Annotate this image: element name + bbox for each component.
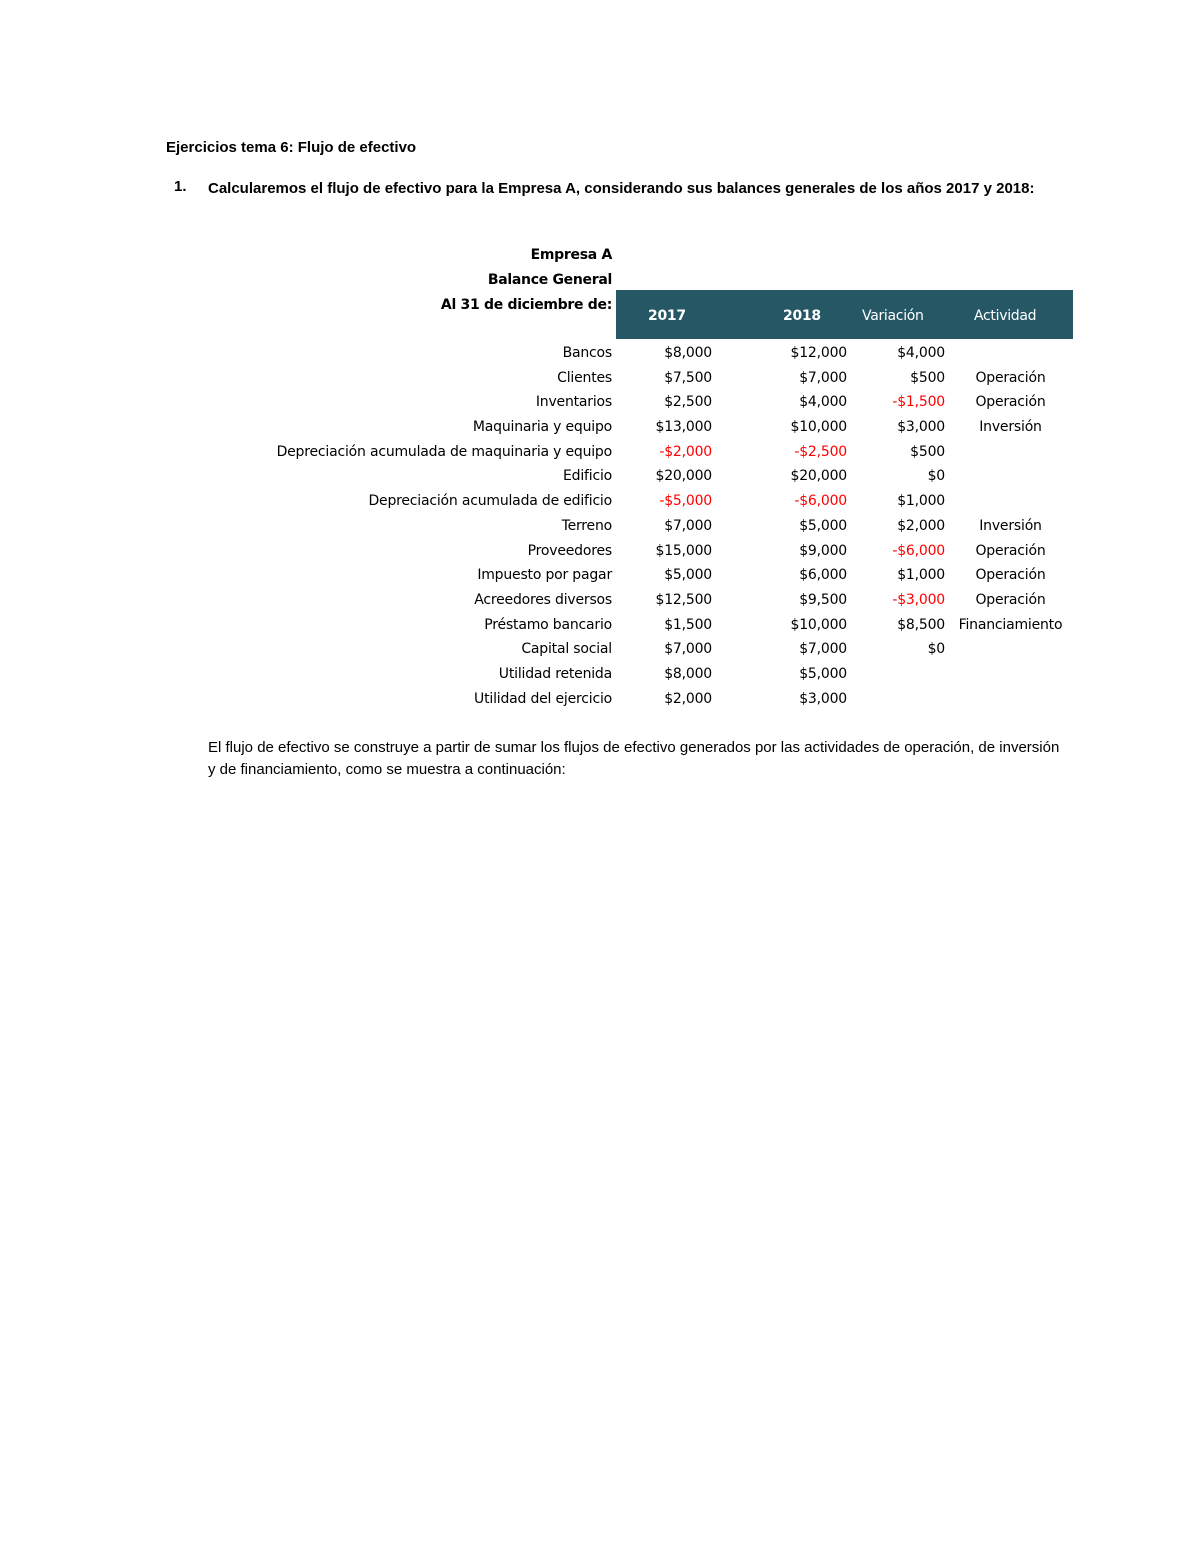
cell-2018: $9,500 bbox=[799, 591, 847, 608]
cell-variation: $1,000 bbox=[897, 567, 945, 584]
table-row bbox=[0, 563, 1200, 588]
cell-activity: Operación bbox=[975, 567, 1046, 584]
cell-2018: $20,000 bbox=[790, 468, 847, 485]
table-row bbox=[0, 637, 1200, 662]
table-row bbox=[0, 514, 1200, 539]
cell-2018: $4,000 bbox=[799, 394, 847, 411]
row-label: Impuesto por pagar bbox=[477, 567, 612, 584]
cell-2018: -$2,500 bbox=[794, 443, 847, 460]
explanation-paragraph: El flujo de efectivo se construye a partir de sumar los flujos de efectivo generados por las actividades de operación, de inversión y de financiamiento, como se muestra a continuación: bbox=[208, 739, 1060, 778]
cell-activity: Operación bbox=[975, 542, 1046, 559]
cell-variation: $0 bbox=[927, 468, 945, 485]
cell-variation: -$1,500 bbox=[892, 394, 945, 411]
table-row bbox=[0, 687, 1200, 712]
cell-2017: $1,500 bbox=[664, 616, 712, 633]
cell-variation: $8,500 bbox=[897, 616, 945, 633]
cell-activity: Operación bbox=[975, 369, 1046, 386]
cell-variation: $500 bbox=[910, 443, 945, 460]
row-label: Maquinaria y equipo bbox=[472, 419, 612, 436]
table-row bbox=[0, 440, 1200, 465]
column-header-2017: 2017 bbox=[648, 308, 686, 324]
cell-variation: $1,000 bbox=[897, 493, 945, 510]
statement-title: Balance General bbox=[487, 272, 612, 288]
cell-variation: $2,000 bbox=[897, 517, 945, 534]
cell-activity: Inversión bbox=[979, 517, 1042, 534]
row-label: Bancos bbox=[562, 345, 612, 361]
cell-2017: $12,500 bbox=[655, 591, 712, 608]
cell-2017: $7,000 bbox=[664, 517, 712, 534]
table-header-band bbox=[616, 290, 1073, 339]
cell-variation: $4,000 bbox=[897, 345, 945, 361]
cell-2017: $13,000 bbox=[655, 419, 712, 436]
cell-2018: $7,000 bbox=[799, 369, 847, 386]
cell-variation: -$6,000 bbox=[892, 542, 945, 559]
page-title: Ejercicios tema 6: Flujo de efectivo bbox=[166, 139, 417, 156]
row-label: Depreciación acumulada de edificio bbox=[368, 493, 612, 510]
row-label: Utilidad retenida bbox=[498, 665, 612, 682]
cell-2017: $7,000 bbox=[664, 641, 712, 658]
row-label: Depreciación acumulada de maquinaria y equipo bbox=[276, 443, 612, 460]
cell-variation: -$3,000 bbox=[892, 591, 945, 608]
cell-2018: $10,000 bbox=[790, 616, 847, 633]
table-row bbox=[0, 662, 1200, 687]
cell-2017: $7,500 bbox=[664, 369, 712, 386]
table-row bbox=[0, 366, 1200, 391]
cell-variation: $3,000 bbox=[897, 419, 945, 436]
cell-activity: Inversión bbox=[979, 419, 1042, 436]
table-row bbox=[0, 539, 1200, 564]
list-item-text: Calcularemos el flujo de efectivo para la Empresa A, considerando sus balances generales de los años 2017 y 2018: bbox=[208, 180, 1035, 197]
cell-activity: Operación bbox=[975, 591, 1046, 608]
cell-2017: $2,500 bbox=[664, 394, 712, 411]
company-name: Empresa A bbox=[530, 247, 612, 263]
cell-2018: $3,000 bbox=[799, 690, 847, 707]
table-row bbox=[0, 415, 1200, 440]
cell-2017: $5,000 bbox=[664, 567, 712, 584]
cell-2017: -$5,000 bbox=[659, 493, 712, 510]
cell-activity: Financiamiento bbox=[958, 616, 1063, 633]
table-row bbox=[0, 613, 1200, 638]
cell-2018: $9,000 bbox=[799, 542, 847, 559]
column-header-variation: Variación bbox=[862, 308, 924, 324]
cell-2018: $12,000 bbox=[790, 345, 847, 361]
row-label: Terreno bbox=[561, 517, 612, 534]
row-label: Acreedores diversos bbox=[474, 591, 612, 608]
cell-2018: -$6,000 bbox=[794, 493, 847, 510]
column-header-2018: 2018 bbox=[783, 308, 821, 324]
table-row bbox=[0, 390, 1200, 415]
cell-variation: $0 bbox=[927, 641, 945, 658]
cell-2017: $8,000 bbox=[664, 345, 712, 361]
row-label: Edificio bbox=[563, 468, 612, 485]
row-label: Capital social bbox=[521, 641, 612, 658]
cell-2017: $20,000 bbox=[655, 468, 712, 485]
cell-2017: $8,000 bbox=[664, 665, 712, 682]
row-label: Proveedores bbox=[527, 542, 612, 559]
cell-2017: -$2,000 bbox=[659, 443, 712, 460]
cell-2017: $15,000 bbox=[655, 542, 712, 559]
cell-2018: $5,000 bbox=[799, 517, 847, 534]
table-row bbox=[0, 341, 1200, 366]
cell-2018: $10,000 bbox=[790, 419, 847, 436]
column-header-activity: Actividad bbox=[974, 308, 1037, 324]
table-row bbox=[0, 464, 1200, 489]
table-row bbox=[0, 588, 1200, 613]
row-label: Utilidad del ejercicio bbox=[474, 690, 612, 707]
date-label: Al 31 de diciembre de: bbox=[440, 297, 612, 313]
cell-variation: $500 bbox=[910, 369, 945, 386]
row-label: Inventarios bbox=[535, 394, 612, 411]
cell-2018: $5,000 bbox=[799, 665, 847, 682]
table-body bbox=[0, 341, 1200, 711]
list-item-number: 1. bbox=[174, 178, 187, 195]
cell-2018: $6,000 bbox=[799, 567, 847, 584]
table-row bbox=[0, 489, 1200, 514]
cell-activity: Operación bbox=[975, 394, 1046, 411]
row-label: Préstamo bancario bbox=[484, 616, 612, 633]
row-label: Clientes bbox=[557, 369, 612, 386]
cell-2018: $7,000 bbox=[799, 641, 847, 658]
cell-2017: $2,000 bbox=[664, 690, 712, 707]
